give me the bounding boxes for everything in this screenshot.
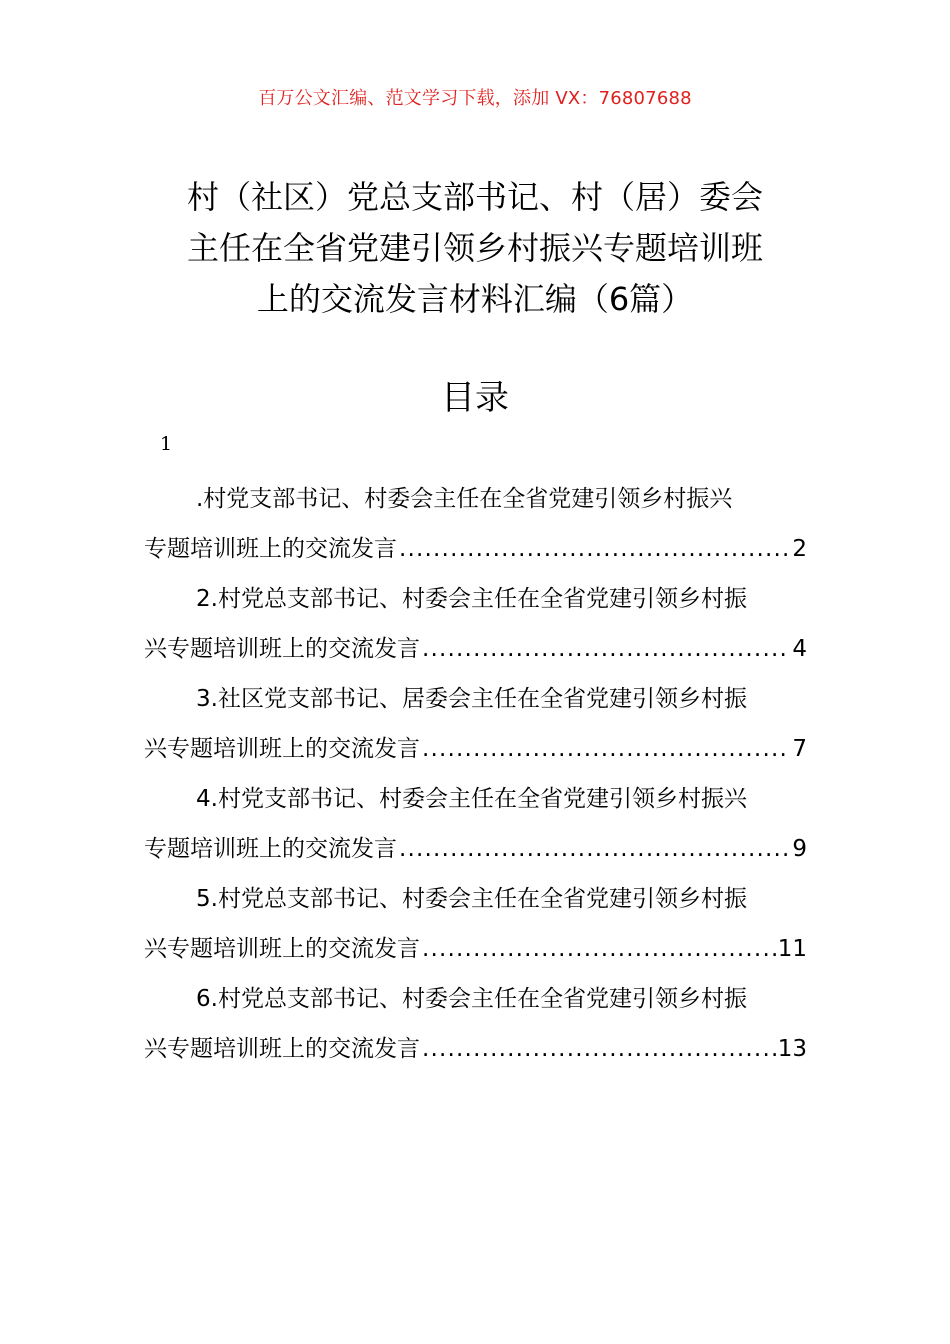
toc-entry[interactable] bbox=[144, 874, 807, 974]
toc-entry-title-continued: 兴专题培训班上的交流发言 bbox=[144, 736, 420, 762]
toc-entry[interactable] bbox=[144, 974, 807, 1074]
toc-entry-title-continued: 兴专题培训班上的交流发言 bbox=[144, 1036, 420, 1062]
toc-entry-title: 5.村党总支部书记、村委会主任在全省党建引领乡村振 bbox=[196, 886, 747, 912]
toc-entry-title: 2.村党总支部书记、村委会主任在全省党建引领乡村振 bbox=[196, 586, 747, 612]
toc-entry[interactable] bbox=[144, 474, 807, 574]
toc-entry-title-continued: 专题培训班上的交流发言 bbox=[144, 536, 397, 562]
toc-dot-leader bbox=[399, 524, 790, 574]
toc-page-number: 11 bbox=[777, 936, 807, 962]
toc-dot-leader bbox=[422, 924, 776, 974]
toc-dot-leader bbox=[422, 1024, 776, 1074]
toc-page-number: 2 bbox=[792, 536, 807, 562]
toc-entry[interactable] bbox=[144, 674, 807, 774]
title-line: 村（社区）党总支部书记、村（居）委会 bbox=[186, 178, 763, 216]
download-notice: 百万公文汇编、范文学习下载，添加 VX：76807688 bbox=[258, 88, 692, 109]
toc-entry-title: .村党支部书记、村委会主任在全省党建引领乡村振兴 bbox=[196, 486, 733, 512]
toc-dot-leader bbox=[422, 624, 790, 674]
title-line: 主任在全省党建引领乡村振兴专题培训班 bbox=[186, 229, 763, 267]
toc-page-number: 13 bbox=[777, 1036, 807, 1062]
toc-entry-title-continued: 兴专题培训班上的交流发言 bbox=[144, 636, 420, 662]
toc-entry-title-continued: 专题培训班上的交流发言 bbox=[144, 836, 397, 862]
table-of-contents bbox=[144, 474, 807, 1074]
toc-page-number: 9 bbox=[792, 836, 807, 862]
title-line: 上的交流发言材料汇编（6篇） bbox=[256, 280, 694, 318]
toc-entry-title: 4.村党支部书记、村委会主任在全省党建引领乡村振兴 bbox=[196, 786, 747, 812]
toc-entry-title: 6.村党总支部书记、村委会主任在全省党建引领乡村振 bbox=[196, 986, 747, 1012]
toc-entry-title: 3.社区党支部书记、居委会主任在全省党建引领乡村振 bbox=[196, 686, 747, 712]
toc-dot-leader bbox=[422, 724, 790, 774]
toc-page-number: 4 bbox=[792, 636, 807, 662]
toc-page-number: 7 bbox=[792, 736, 807, 762]
toc-entry[interactable] bbox=[144, 774, 807, 874]
toc-dot-leader bbox=[399, 824, 790, 874]
document-title bbox=[150, 172, 800, 325]
toc-entry-title-continued: 兴专题培训班上的交流发言 bbox=[144, 936, 420, 962]
toc-stray-number: 1 bbox=[160, 433, 173, 455]
toc-heading: 目录 bbox=[441, 378, 509, 418]
toc-entry[interactable] bbox=[144, 574, 807, 674]
